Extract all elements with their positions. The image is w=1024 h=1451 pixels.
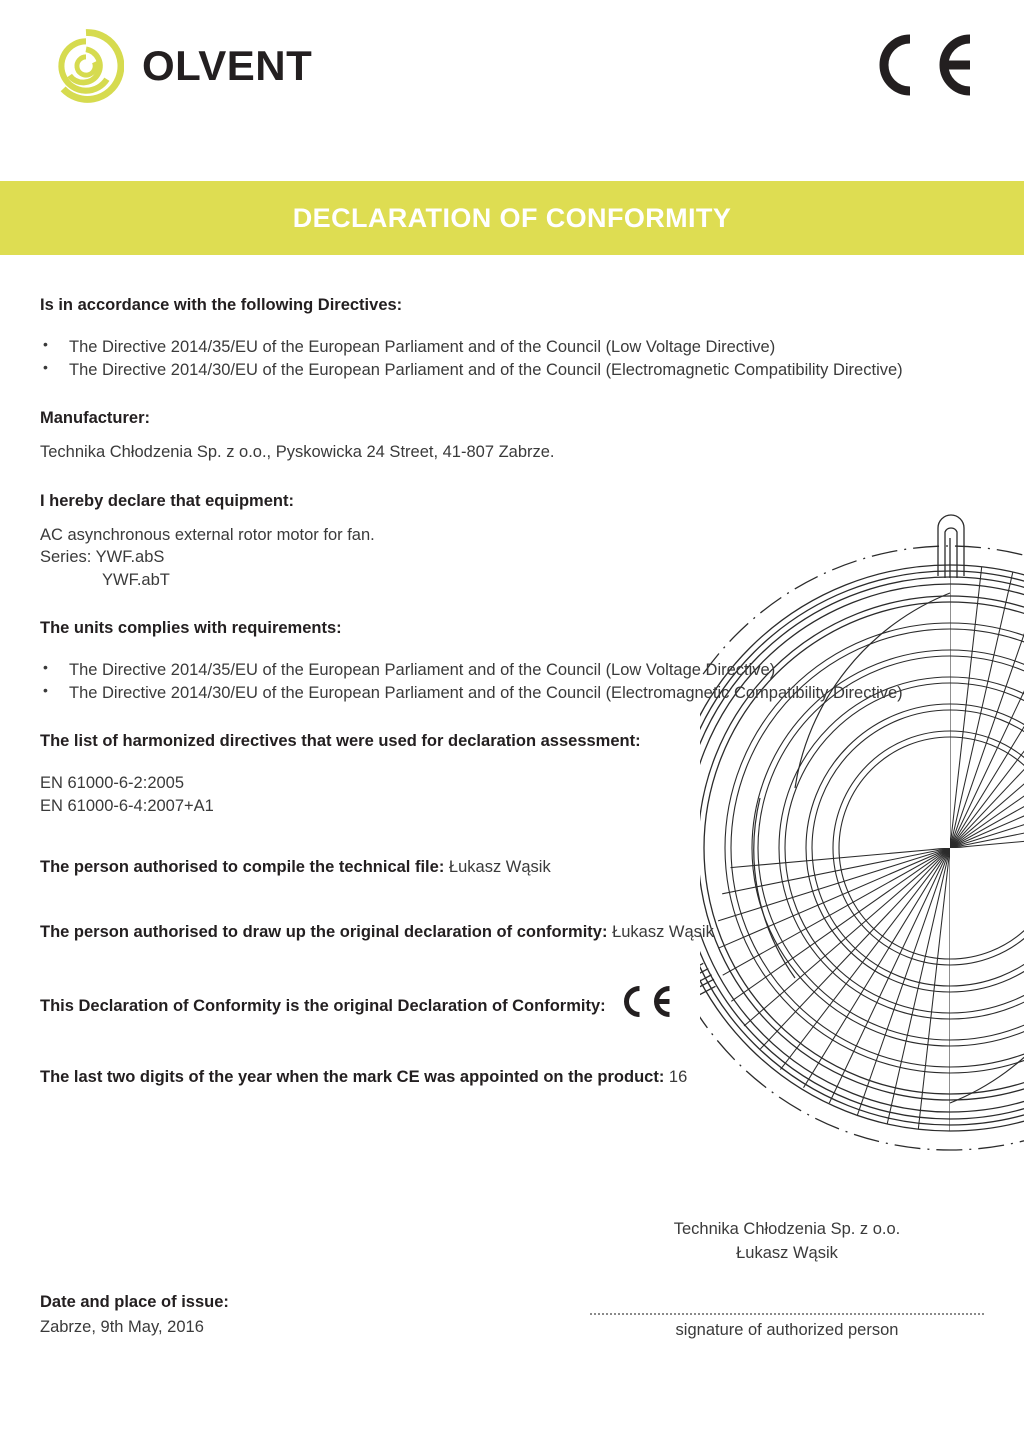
ce-year-line [40, 1067, 984, 1088]
signature-company: Technika Chłodzenia Sp. z o.o. [673, 1220, 901, 1238]
list-item: • The Directive 2014/30/EU of the European Parliament and of the Council (Electromagnetic Compatibility Directive) [40, 682, 984, 704]
brand-logo [48, 28, 312, 104]
document-body [0, 255, 1024, 1089]
list-item: • The Directive 2014/35/EU of the European Parliament and of the Council (Low Voltage Directive) [40, 336, 984, 358]
equipment-series-line-2: YWF.abT [102, 570, 170, 589]
list-item: • The Directive 2014/30/EU of the European Parliament and of the Council (Electromagnetic Compatibility Directive) [40, 359, 984, 381]
original-declaration-person-line [40, 922, 984, 943]
ce-year-label: The last two digits of the year when the mark CE was appointed on the product: [40, 1068, 665, 1087]
equipment-series-line-1: Series: YWF.abS [40, 548, 165, 567]
equipment-description: AC asynchronous external rotor motor for fan. [40, 526, 375, 545]
declare-equipment-heading: I hereby declare that equipment: [40, 491, 294, 510]
requirements-directives-list [40, 659, 984, 704]
signature-caption: signature of authorized person [675, 1320, 899, 1339]
page-header [0, 0, 1024, 181]
page-title: DECLARATION OF CONFORMITY [292, 202, 732, 233]
ce-mark-inline-icon [617, 986, 673, 1023]
ce-mark-icon [866, 34, 976, 96]
original-declaration-value: Łukasz Wąsik [612, 923, 714, 942]
original-declaration-label: The person authorised to draw up the original declaration of conformity: [40, 923, 608, 942]
is-original-declaration-label: This Declaration of Conformity is the original Declaration of Conformity: [40, 996, 606, 1015]
technical-file-person-line [40, 857, 984, 878]
brand-name: OLVENT [142, 42, 313, 89]
manufacturer-address: Technika Chłodzenia Sp. z o.o., Pyskowicka 24 Street, 41-807 Zabrze. [40, 443, 555, 462]
ce-year-value: 16 [668, 1068, 688, 1087]
list-item: • The Directive 2014/35/EU of the European Parliament and of the Council (Low Voltage Directive) [40, 659, 984, 681]
harmonized-standard: EN 61000-6-4:2007+A1 [40, 796, 214, 815]
signature-person: Łukasz Wąsik [736, 1243, 838, 1262]
technical-file-value: Łukasz Wąsik [448, 857, 551, 876]
signature-block [590, 1218, 984, 1340]
is-original-declaration-line [40, 986, 984, 1023]
declaration-banner [0, 181, 1024, 255]
olvent-swirl-logo-icon [48, 28, 124, 104]
requirements-heading: The units complies with requirements: [40, 618, 342, 637]
harmonized-directives-heading: The list of harmonized directives that were used for declaration assessment: [40, 731, 641, 750]
issue-value: Zabrze, 9th May, 2016 [40, 1318, 204, 1337]
accordance-directives-list [40, 336, 984, 381]
manufacturer-heading: Manufacturer: [40, 408, 151, 427]
accordance-heading: Is in accordance with the following Directives: [40, 296, 403, 314]
harmonized-standard: EN 61000-6-2:2005 [40, 774, 185, 793]
technical-file-label: The person authorised to compile the technical file: [40, 857, 445, 876]
ce-mark-icon [617, 986, 673, 1017]
issue-heading: Date and place of issue: [40, 1293, 229, 1311]
issue-block [40, 1292, 229, 1339]
signature-line [590, 1312, 984, 1315]
